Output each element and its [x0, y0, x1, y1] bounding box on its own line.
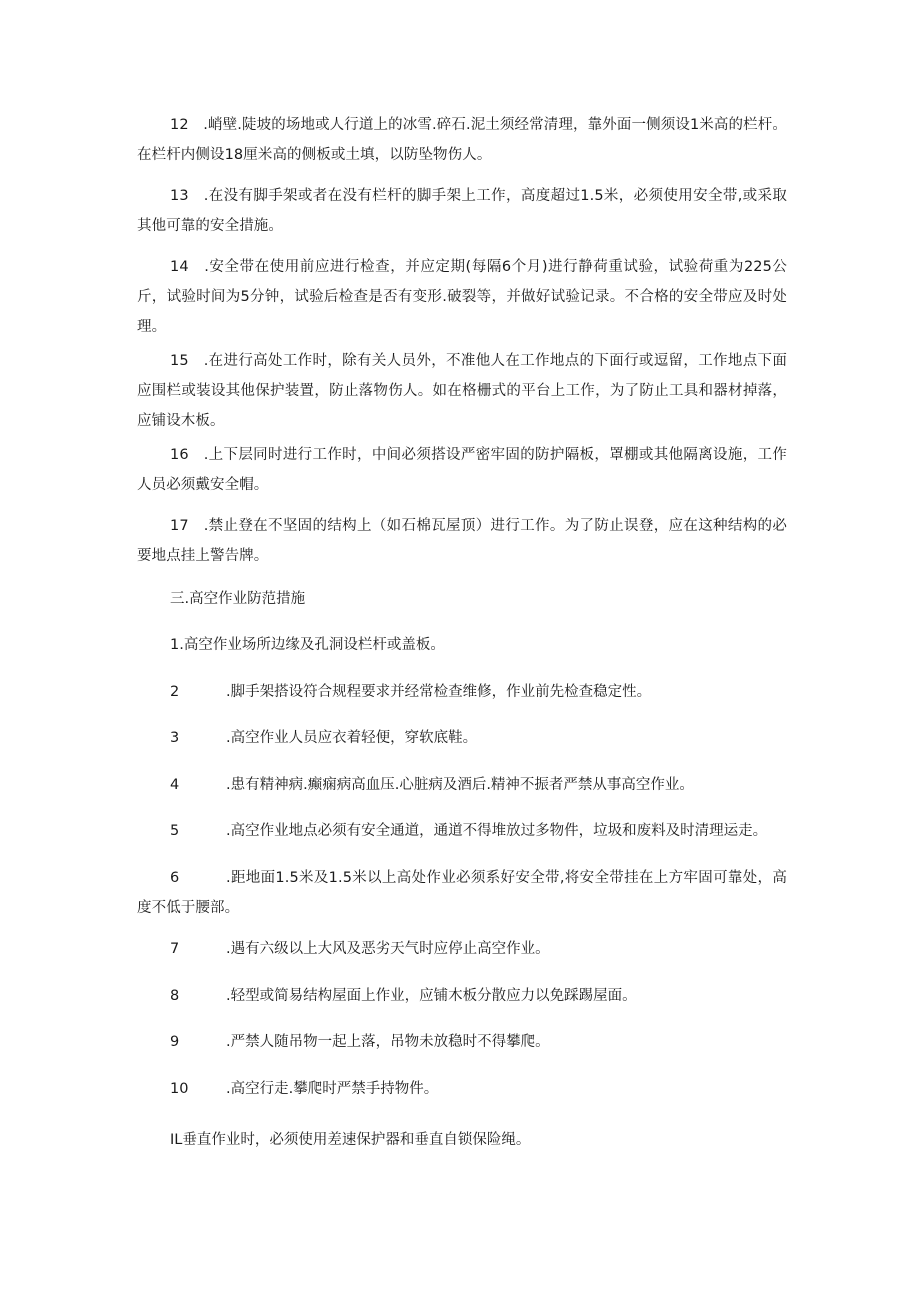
measure-text: .高空作业人员应衣着轻便，穿软底鞋。	[226, 730, 478, 746]
measure-text: .患有精神病.癫痫病高血压.心脏病及酒后.精神不振者严禁从事高空作业。	[226, 777, 694, 793]
measure-10	[137, 1074, 787, 1104]
measure-number: 5	[170, 823, 180, 839]
paragraph-17: 17 .禁止登在不坚固的结构上（如石棉瓦屋顶）进行工作。为了防止误登，应在这种结构的必要地点挂上警告牌。	[137, 518, 787, 564]
measure-text: .距地面1.5米及1.5米以上高处作业必须系好安全带,将安全带挂在上方牢固可靠处，高度不低于腰部。	[137, 870, 787, 916]
measure-text: .遇有六级以上大风及恶劣天气时应停止高空作业。	[226, 941, 550, 957]
measure-7	[137, 934, 787, 964]
paragraph-15: 15 .在进行高处工作时，除有关人员外，不准他人在工作地点的下面行或逗留，工作地点下面应围栏或装设其他保护装置，防止落物伤人。如在格栅式的平台上工作，为了防止工具和器材掉落，应铺设木板。	[137, 353, 787, 429]
measure-number: 6	[170, 870, 180, 886]
measure-1: 1.高空作业场所边缘及孔洞设栏杆或盖板。	[170, 637, 445, 653]
measure-4	[137, 770, 787, 800]
measure-8	[137, 981, 787, 1011]
paragraph-12: 12 .峭壁.陡坡的场地或人行道上的冰雪.碎石.泥土须经常清理，靠外面一侧须设1米高的栏杆。在栏杆内侧设18厘米高的侧板或土填，以防坠物伤人。	[137, 117, 787, 163]
measure-text: .脚手架搭设符合规程要求并经常检查维修，作业前先检查稳定性。	[226, 684, 652, 700]
measure-number: 7	[170, 941, 180, 957]
paragraph-16: 16 .上下层同时进行工作时，中间必须搭设严密牢固的防护隔板，罩棚或其他隔离设施，工作人员必须戴安全帽。	[137, 447, 787, 493]
measure-text: .高空行走.攀爬时严禁手持物件。	[226, 1081, 439, 1097]
measure-11: IL垂直作业时，必须使用差速保护器和垂直自锁保险绳。	[170, 1132, 531, 1148]
measure-number: 9	[170, 1034, 180, 1050]
section-heading: 三.高空作业防范措施	[170, 591, 306, 607]
measure-text: .轻型或简易结构屋面上作业，应铺木板分散应力以免踩踢屋面。	[226, 988, 637, 1004]
measure-number: 10	[170, 1081, 189, 1097]
measure-text: .严禁人随吊物一起上落，吊物未放稳时不得攀爬。	[226, 1034, 550, 1050]
paragraph-14: 14 .安全带在使用前应进行检查，并应定期(每隔6个月)进行静荷重试验，试验荷重为225公斤，试验时间为5分钟，试验后检查是否有变形.破裂等，并做好试验记录。不合格的安全带应及时处理。	[137, 259, 787, 335]
measure-3	[137, 723, 787, 753]
measure-number: 4	[170, 777, 180, 793]
paragraph-13: 13 .在没有脚手架或者在没有栏杆的脚手架上工作，高度超过1.5米，必须使用安全带,或采取其他可靠的安全措施。	[137, 188, 787, 234]
measure-number: 3	[170, 730, 180, 746]
measure-number: 8	[170, 988, 180, 1004]
measure-text: .高空作业地点必须有安全通道，通道不得堆放过多物件，垃圾和废料及时清理运走。	[226, 823, 768, 839]
measure-5	[137, 816, 787, 846]
measure-9	[137, 1027, 787, 1057]
measure-number: 2	[170, 684, 180, 700]
measure-6	[137, 863, 787, 923]
measure-2	[137, 677, 787, 707]
